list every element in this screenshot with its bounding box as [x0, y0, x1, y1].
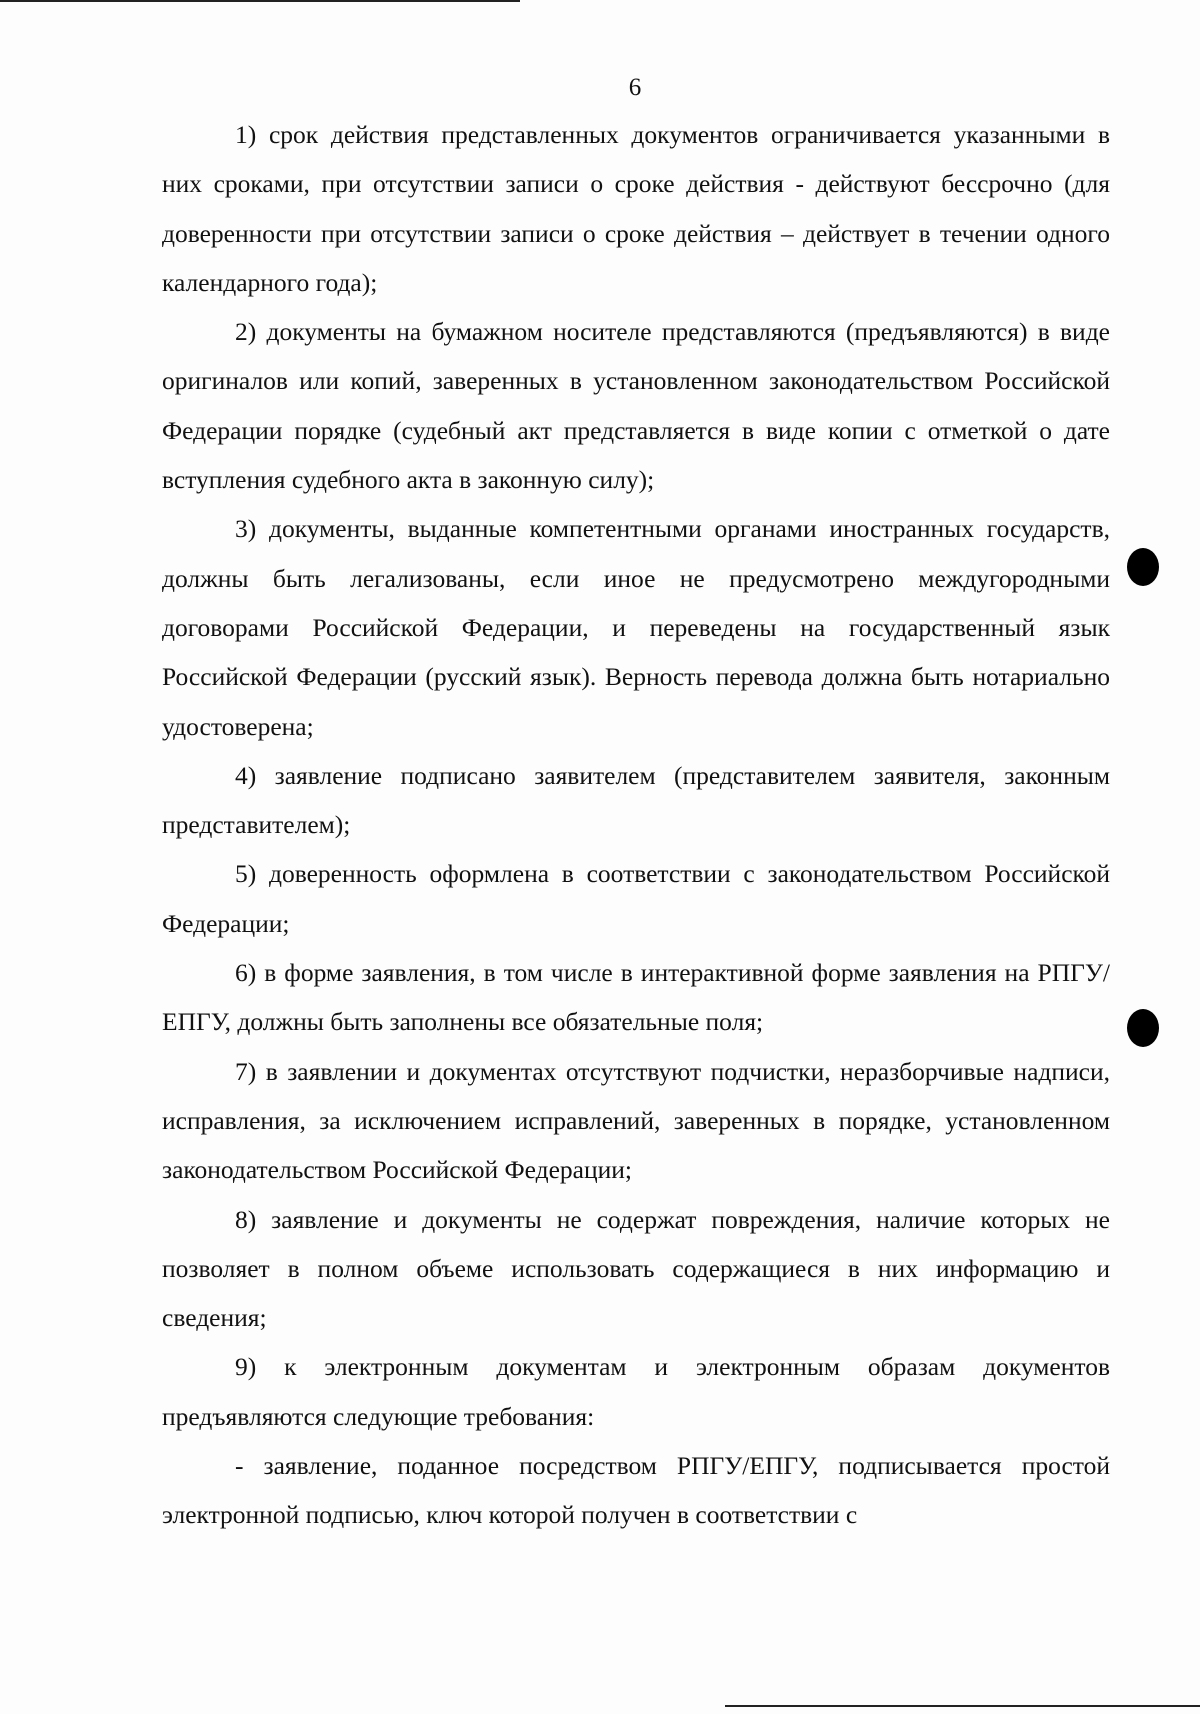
scan-edge-line-bottom: [725, 1705, 1200, 1707]
paragraph-item-3: 3) документы, выданные компетентными органами иностранных государств, должны быть легализованы, если иное не предусмотрено междугородными договорами Российской Федерации, и переведены на государственный язык Российской Федерации (русский язык). Верность перевода должна быть нотариально удостоверена;: [162, 514, 1110, 741]
scan-edge-line-top: [0, 0, 520, 2]
punch-hole-mark: [1127, 1009, 1159, 1047]
paragraph-item-1: 1) срок действия представленных документов ограничивается указанными в них сроками, при отсутствии записи о сроке действия - действуют бессрочно (для доверенности при отсутствии записи о сроке действия – действует в течении одного календарного года);: [162, 120, 1110, 297]
punch-hole-mark: [1127, 548, 1159, 586]
document-body: [162, 110, 1110, 1540]
paragraph-item-9-sub: - заявление, поданное посредством РПГУ/ЕПГУ, подписывается простой электронной подписью, ключ которой получен в соответствии с: [162, 1451, 1110, 1530]
paragraph-item-8: 8) заявление и документы не содержат повреждения, наличие которых не позволяет в полном объеме использовать содержащиеся в них информацию и сведения;: [162, 1204, 1110, 1333]
page-number: 6: [628, 74, 642, 101]
paragraph-item-4: 4) заявление подписано заявителем (представителем заявителя, законным представителем);: [162, 760, 1110, 840]
paragraph-item-2: 2) документы на бумажном носителе представляются (предъявляются) в виде оригиналов или копий, заверенных в установленном законодательством Российской Федерации порядке (судебный акт представляется в виде копии с отметкой о дате вступления судебного акта в законную силу);: [162, 317, 1110, 495]
paragraph-item-7: 7) в заявлении и документах отсутствуют подчистки, неразборчивые надписи, исправления, за исключением исправлений, заверенных в порядке, установленном законодательством Российской Федерации;: [162, 1056, 1110, 1185]
paragraph-item-9: 9) к электронным документам и электронным образам документов предъявляются следующие требования:: [162, 1352, 1110, 1431]
paragraph-item-6: 6) в форме заявления, в том числе в интерактивной форме заявления на РПГУ/ЕПГУ, должны быть заполнены все обязательные поля;: [162, 958, 1110, 1037]
paragraph-item-5: 5) доверенность оформлена в соответствии с законодательством Российской Федерации;: [162, 859, 1110, 938]
